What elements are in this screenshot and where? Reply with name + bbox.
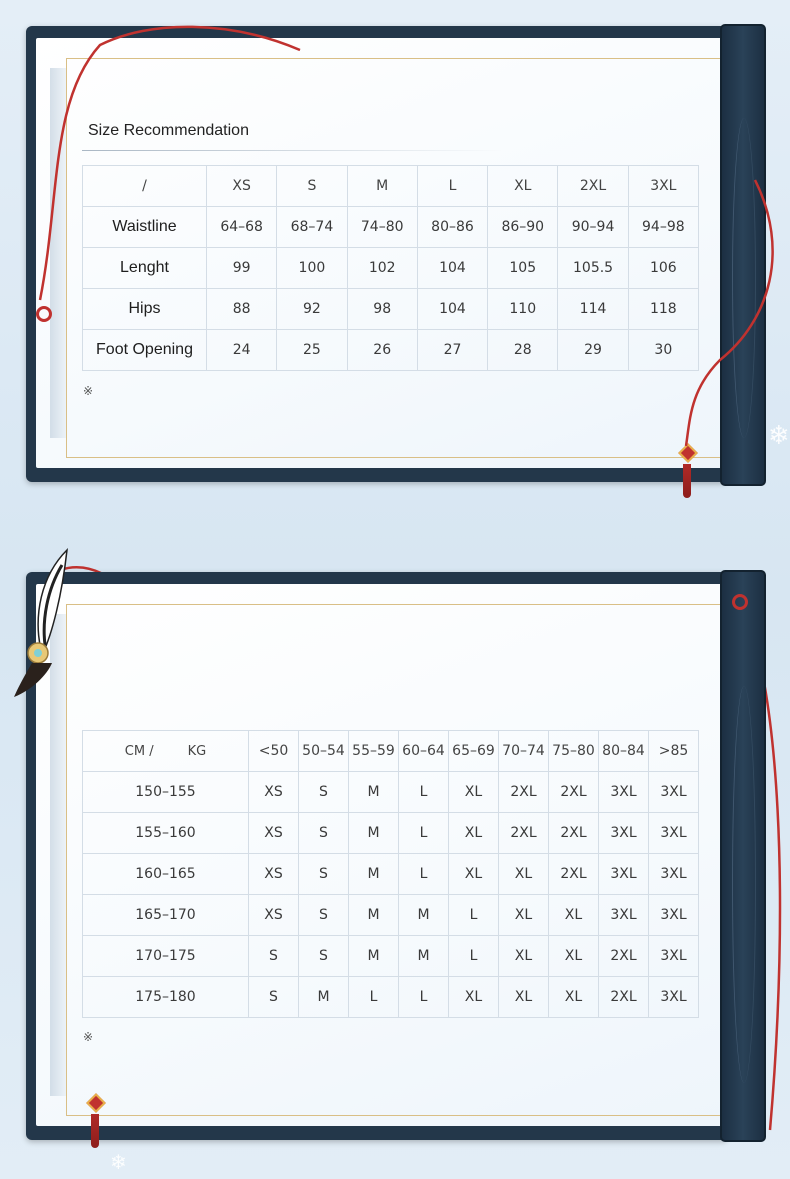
table-cell: XL <box>499 895 549 936</box>
table-cell: 110 <box>488 289 558 330</box>
size-chart-panel <box>26 572 766 1140</box>
column-header: 80–84 <box>599 731 649 772</box>
row-label: 175–180 <box>83 977 249 1018</box>
table-cell: M <box>349 772 399 813</box>
column-header: 3XL <box>628 166 698 207</box>
table-cell: 3XL <box>599 854 649 895</box>
table-cell: 68–74 <box>277 207 347 248</box>
table-cell: 94–98 <box>628 207 698 248</box>
table-cell: XL <box>549 936 599 977</box>
column-header: 50–54 <box>299 731 349 772</box>
table-cell: S <box>249 977 299 1018</box>
table-cell: 99 <box>207 248 277 289</box>
table-cell: 104 <box>417 289 487 330</box>
height-weight-table <box>82 730 699 1018</box>
table-cell: 3XL <box>649 936 699 977</box>
table-cell: 3XL <box>599 813 649 854</box>
table-cell: XL <box>449 977 499 1018</box>
table-cell: M <box>399 895 449 936</box>
table-cell: S <box>299 895 349 936</box>
note-mark: ※ <box>83 1030 94 1044</box>
note-mark: ※ <box>83 384 94 398</box>
table-cell: 2XL <box>599 977 649 1018</box>
table-cell: L <box>399 813 449 854</box>
table-cell: L <box>399 772 449 813</box>
table-cell: 2XL <box>549 854 599 895</box>
table-cell: L <box>399 854 449 895</box>
column-header: XL <box>488 166 558 207</box>
pillar-streak <box>732 686 756 1084</box>
chinese-knot-icon <box>36 306 52 322</box>
page-title: Size Recommendation <box>88 122 249 139</box>
table-cell: 98 <box>347 289 417 330</box>
table-cell: XS <box>249 813 299 854</box>
column-header: <50 <box>249 731 299 772</box>
table-cell: 3XL <box>649 772 699 813</box>
table-cell: 26 <box>347 330 417 371</box>
table-cell: 80–86 <box>417 207 487 248</box>
column-header: 75–80 <box>549 731 599 772</box>
table-cell: XL <box>499 854 549 895</box>
table-cell: XL <box>449 772 499 813</box>
table-cell: 2XL <box>599 936 649 977</box>
table-row <box>83 207 699 248</box>
table-cell: M <box>349 936 399 977</box>
column-header: >85 <box>649 731 699 772</box>
table-cell: XS <box>249 854 299 895</box>
table-row <box>83 772 699 813</box>
table-cell: 104 <box>417 248 487 289</box>
table-cell: 3XL <box>599 895 649 936</box>
size-recommendation-panel <box>26 26 766 482</box>
table-cell: 88 <box>207 289 277 330</box>
table-cell: S <box>299 936 349 977</box>
table-row <box>83 289 699 330</box>
column-header: M <box>347 166 417 207</box>
tassel-icon <box>683 464 691 498</box>
table-cell: 3XL <box>599 772 649 813</box>
table-cell: 30 <box>628 330 698 371</box>
title-underline <box>82 150 502 151</box>
row-label: 165–170 <box>83 895 249 936</box>
column-header: 65–69 <box>449 731 499 772</box>
snowflake-icon: ❄ <box>768 420 790 450</box>
column-header: 60–64 <box>399 731 449 772</box>
row-label: 150–155 <box>83 772 249 813</box>
table-cell: S <box>299 854 349 895</box>
row-label: Foot Opening <box>83 330 207 371</box>
table-cell: 28 <box>488 330 558 371</box>
table-cell: S <box>249 936 299 977</box>
table-cell: 105.5 <box>558 248 628 289</box>
row-label: Hips <box>83 289 207 330</box>
table-cell: 92 <box>277 289 347 330</box>
table-cell: 3XL <box>649 977 699 1018</box>
corner-left-label: CM / <box>124 743 154 759</box>
table-row <box>83 813 699 854</box>
feather-ornament-icon <box>12 545 82 705</box>
chinese-knot-icon <box>732 594 748 610</box>
table-row <box>83 936 699 977</box>
column-header: S <box>277 166 347 207</box>
column-header: 2XL <box>558 166 628 207</box>
size-table <box>82 165 699 371</box>
column-header: XS <box>207 166 277 207</box>
table-cell: XL <box>449 854 499 895</box>
table-cell: 2XL <box>549 813 599 854</box>
table-cell: 105 <box>488 248 558 289</box>
column-header: L <box>417 166 487 207</box>
table-cell: 27 <box>417 330 487 371</box>
table-cell: L <box>449 895 499 936</box>
table-cell: 25 <box>277 330 347 371</box>
table-row <box>83 330 699 371</box>
table-cell: XS <box>249 772 299 813</box>
table-cell: M <box>349 895 399 936</box>
table-cell: 90–94 <box>558 207 628 248</box>
table-cell: 3XL <box>649 854 699 895</box>
table-cell: S <box>299 772 349 813</box>
table-row <box>83 977 699 1018</box>
column-header: 55–59 <box>349 731 399 772</box>
table-cell: 2XL <box>499 813 549 854</box>
table-header-row <box>83 166 699 207</box>
table-cell: XL <box>499 977 549 1018</box>
table-cell: 3XL <box>649 895 699 936</box>
table-cell: 114 <box>558 289 628 330</box>
table-row <box>83 895 699 936</box>
table-cell: 64–68 <box>207 207 277 248</box>
table-cell: 2XL <box>499 772 549 813</box>
table-cell: 102 <box>347 248 417 289</box>
corner-cell <box>83 731 249 772</box>
scroll-pillar <box>720 24 766 486</box>
table-cell: S <box>299 813 349 854</box>
row-label: 160–165 <box>83 854 249 895</box>
table-cell: M <box>349 854 399 895</box>
table-cell: L <box>449 936 499 977</box>
row-label: Waistline <box>83 207 207 248</box>
snowflake-icon: ❄ <box>110 1152 127 1174</box>
pillar-streak <box>732 118 756 439</box>
table-cell: 74–80 <box>347 207 417 248</box>
table-cell: 3XL <box>649 813 699 854</box>
scroll-pillar <box>720 570 766 1142</box>
panel-side-strip <box>50 68 66 438</box>
column-header: 70–74 <box>499 731 549 772</box>
table-cell: XL <box>449 813 499 854</box>
corner-right-label: KG <box>187 743 207 759</box>
table-cell: M <box>349 813 399 854</box>
table-cell: 100 <box>277 248 347 289</box>
table-row <box>83 248 699 289</box>
table-cell: 118 <box>628 289 698 330</box>
table-cell: XL <box>549 977 599 1018</box>
row-label: Lenght <box>83 248 207 289</box>
corner-cell: / <box>83 166 207 207</box>
table-cell: XL <box>549 895 599 936</box>
table-cell: XS <box>249 895 299 936</box>
table-cell: 2XL <box>549 772 599 813</box>
table-cell: M <box>299 977 349 1018</box>
table-cell: L <box>349 977 399 1018</box>
table-cell: L <box>399 977 449 1018</box>
table-cell: XL <box>499 936 549 977</box>
table-cell: M <box>399 936 449 977</box>
table-cell: 29 <box>558 330 628 371</box>
tassel-icon <box>91 1114 99 1148</box>
table-header-row <box>83 731 699 772</box>
table-cell: 106 <box>628 248 698 289</box>
table-cell: 86–90 <box>488 207 558 248</box>
row-label: 170–175 <box>83 936 249 977</box>
table-cell: 24 <box>207 330 277 371</box>
row-label: 155–160 <box>83 813 249 854</box>
table-row <box>83 854 699 895</box>
